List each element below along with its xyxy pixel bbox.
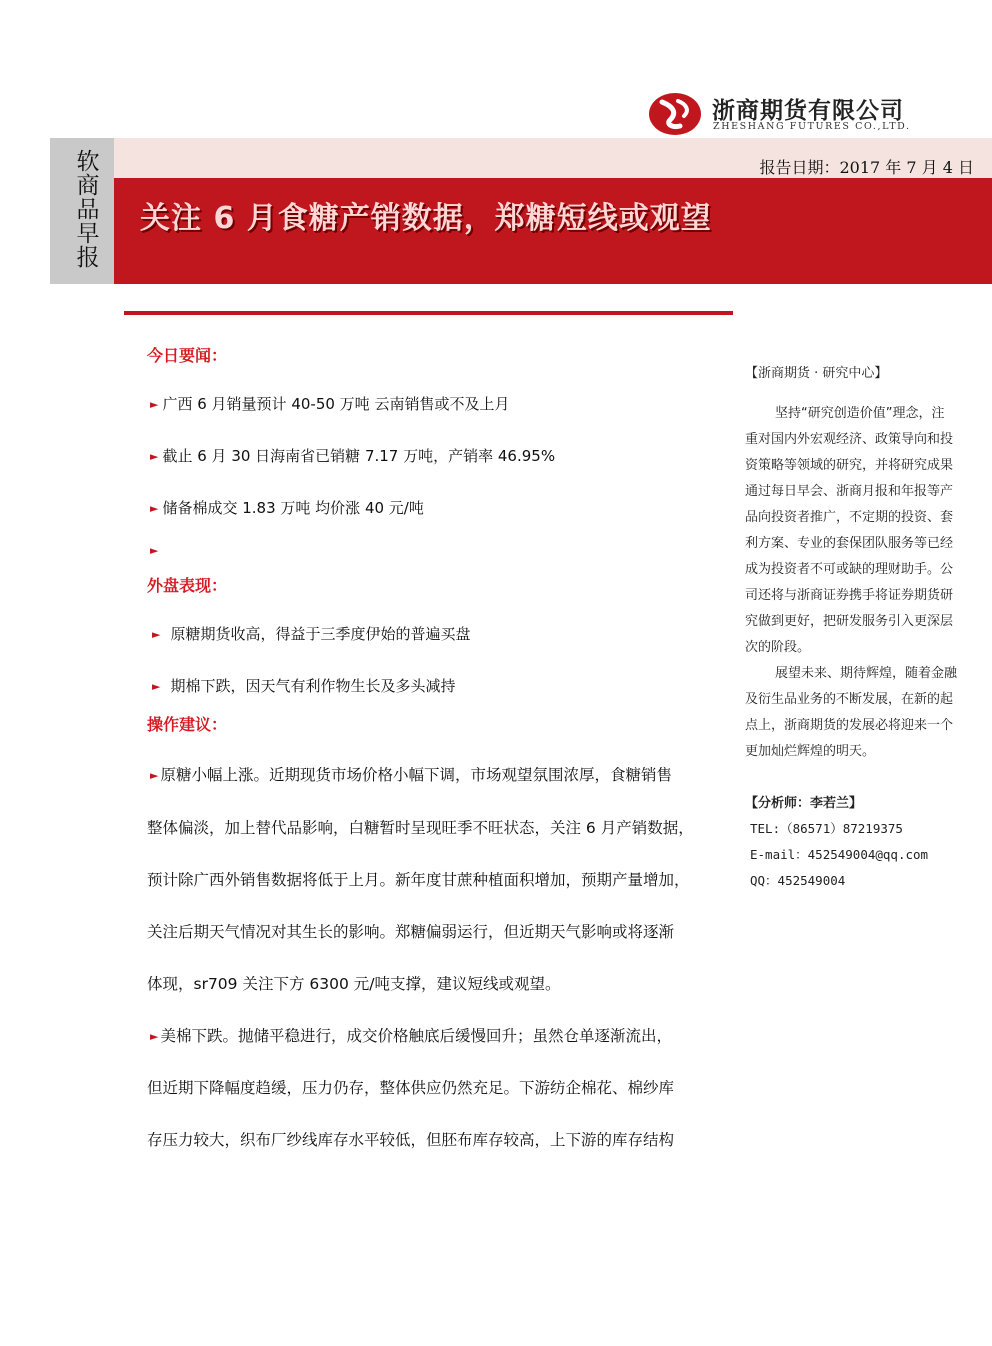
intro-line: 展望未来、期待辉煌，随着金融 xyxy=(775,666,958,681)
news-item: ► 储备棉成交 1.83 万吨 均价涨 40 元/吨 xyxy=(150,499,424,517)
advice-line: 存压力较大，织布厂纱线库存水平较低，但胚布库存较高，上下游的库存结构 xyxy=(147,1131,675,1149)
analyst-qq: QQ：452549004 xyxy=(750,873,846,888)
news-heading: 今日要闻： xyxy=(147,346,228,365)
intro-line: 重对国内外宏观经济、政策导向和投 xyxy=(745,432,954,447)
intro-line: 利方案、专业的套保团队服务等已经 xyxy=(745,536,954,551)
advice-line: ► 美棉下跌。抛储平稳进行，成交价格触底后缓慢回升；虽然仓单逐渐流出， xyxy=(150,1027,672,1045)
arrow-icon: ► xyxy=(150,502,159,515)
arrow-icon: ► xyxy=(150,769,159,782)
foreign-heading: 外盘表现： xyxy=(147,576,228,595)
intro-line: 坚持“研究创造价值”理念，注 xyxy=(775,406,945,421)
advice-line: ► 原糖小幅上涨。近期现货市场价格小幅下调，市场观望氛围浓厚，食糖销售 xyxy=(150,766,672,784)
analyst-email: E-mail：452549004@qq.com xyxy=(750,847,929,862)
advice-line: 关注后期天气情况对其生长的影响。郑糖偏弱运行，但近期天气影响或将逐渐 xyxy=(147,923,675,941)
analyst-label: 【分析师：李若兰】 xyxy=(745,796,863,811)
foreign-item: ► 期棉下跌，因天气有利作物生长及多头减持 xyxy=(152,677,456,695)
report-date: 报告日期：2017 年 7 月 4 日 xyxy=(759,158,974,177)
news-item: ► 广西 6 月销量预计 40-50 万吨 云南销售或不及上月 xyxy=(150,395,510,413)
company-name-cn: 浙商期货有限公司 xyxy=(712,98,904,124)
category-label: 软商品早报 xyxy=(76,149,100,271)
advice-heading: 操作建议： xyxy=(147,715,228,734)
intro-line: 成为投资者不可或缺的理财助手。公 xyxy=(745,562,954,577)
advice-line: 体现，sr709 关注下方 6300 元/吨支撑，建议短线或观望。 xyxy=(147,975,561,993)
intro-line: 通过每日早会、浙商月报和年报等产 xyxy=(745,484,954,499)
advice-line: 预计除广西外销售数据将低于上月。新年度甘蔗种植面积增加，预期产量增加， xyxy=(147,871,690,889)
intro-line: 司还将与浙商证券携手将证券期货研 xyxy=(745,588,954,603)
intro-line: 更加灿烂辉煌的明天。 xyxy=(745,744,876,759)
arrow-icon: ► xyxy=(152,628,161,641)
arrow-icon: ► xyxy=(152,680,161,693)
research-center-label: 【浙商期货 · 研究中心】 xyxy=(745,366,888,381)
advice-line: 整体偏淡，加上替代品影响，白糖暂时呈现旺季不旺状态，关注 6 月产销数据， xyxy=(147,819,694,837)
page-title: 关注 6 月食糖产销数据，郑糖短线或观望 xyxy=(140,201,712,236)
arrow-icon: ► xyxy=(150,398,159,411)
news-item-empty xyxy=(150,541,162,559)
arrow-icon: ► xyxy=(150,544,159,557)
advice-line: 但近期下降幅度趋缓，压力仍存，整体供应仍然充足。下游纺企棉花、棉纱库 xyxy=(147,1079,675,1097)
intro-line: 及衍生品业务的不断发展，在新的起 xyxy=(745,692,954,707)
intro-line: 品向投资者推广，不定期的投资、套 xyxy=(745,510,954,525)
company-name-en: ZHESHANG FUTURES CO.,LTD. xyxy=(713,121,911,132)
intro-line: 点上，浙商期货的发展必将迎来一个 xyxy=(745,718,954,733)
intro-line: 资策略等领域的研究，并将研究成果 xyxy=(745,458,954,473)
arrow-icon: ► xyxy=(150,1030,159,1043)
company-logo xyxy=(648,92,702,136)
section-divider xyxy=(124,311,733,315)
news-item: ► 截止 6 月 30 日海南省已销糖 7.17 万吨，产销率 46.95% xyxy=(150,447,556,465)
arrow-icon: ► xyxy=(150,450,159,463)
foreign-item: ► 原糖期货收高，得益于三季度伊始的普遍买盘 xyxy=(152,625,471,643)
intro-line: 究做到更好，把研发服务引入更深层 xyxy=(745,614,954,629)
intro-line: 次的阶段。 xyxy=(745,640,811,655)
analyst-tel: TEL:（86571）87219375 xyxy=(750,821,903,836)
